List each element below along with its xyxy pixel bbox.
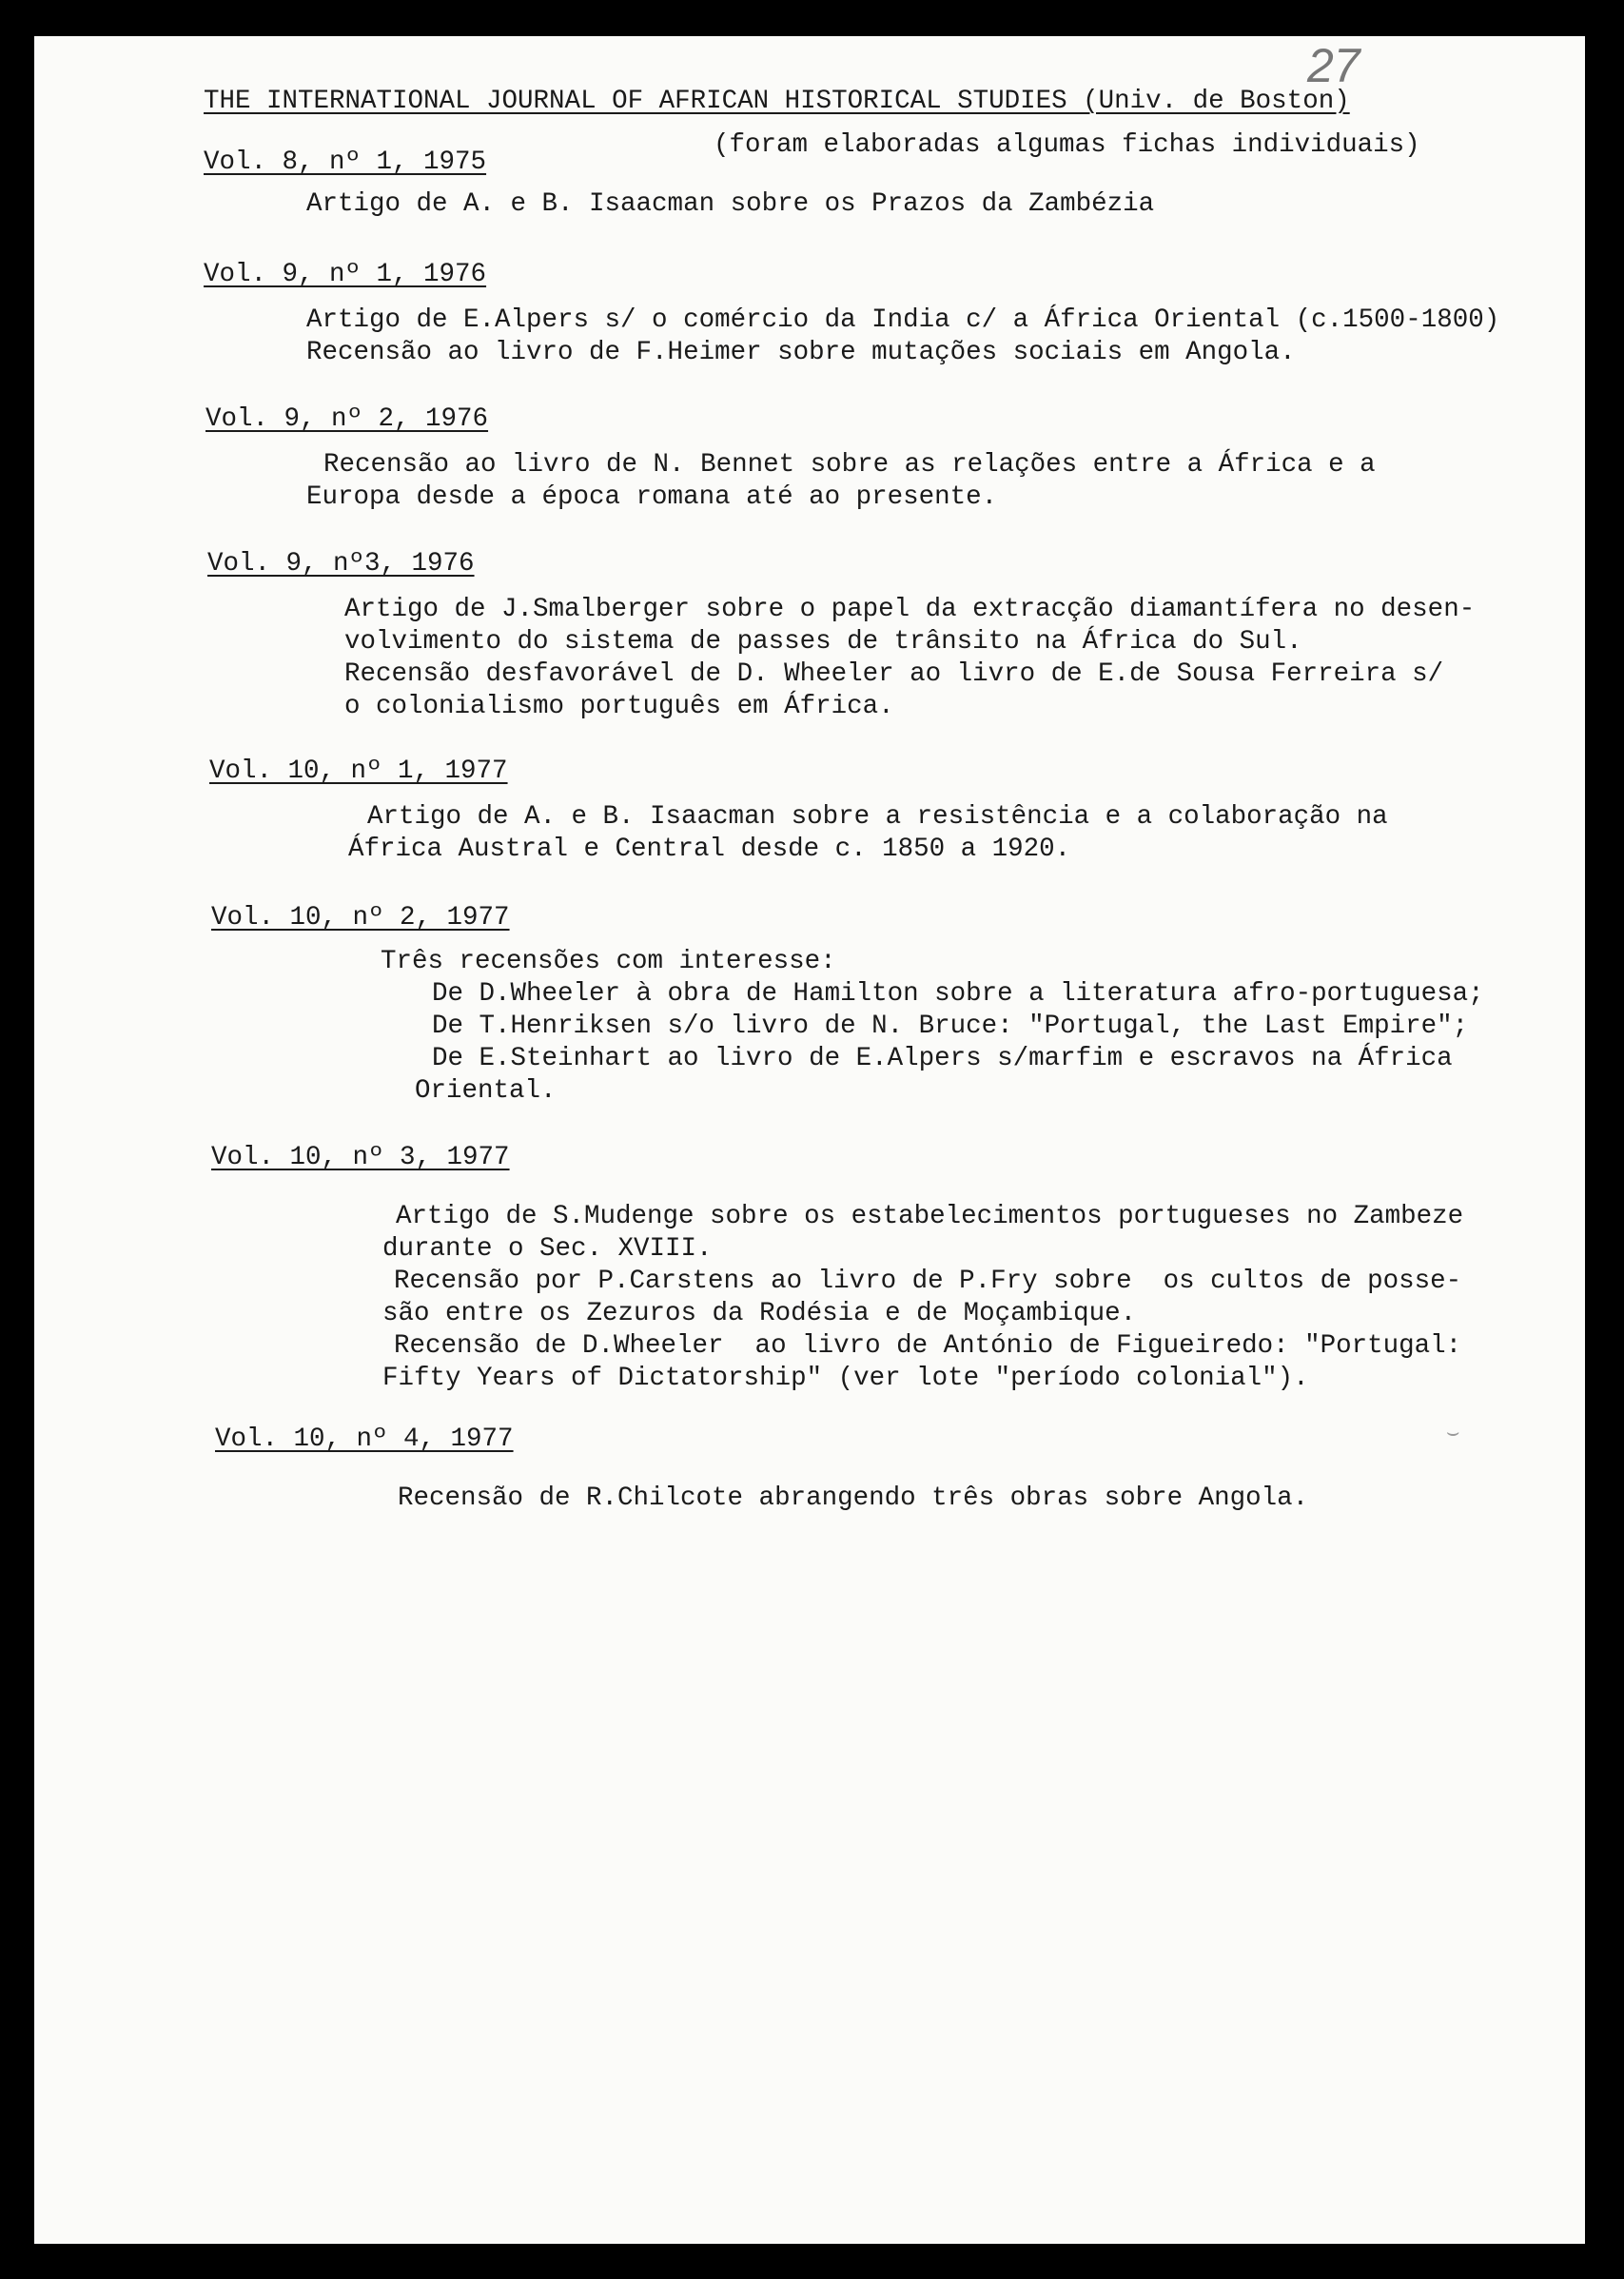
entry-line: Artigo de A. e B. Isaacman sobre a resistência e a colaboração na (367, 802, 1388, 832)
entry-line: Recensão desfavorável de D. Wheeler ao livro de E.de Sousa Ferreira s/ (344, 659, 1444, 689)
entry-line: o colonialismo português em África. (344, 692, 894, 721)
entry-line: África Austral e Central desde c. 1850 a 1920. (348, 835, 1071, 864)
entry-line: volvimento do sistema de passes de trânsito na África do Sul. (344, 627, 1302, 657)
volume-heading: Vol. 10, nº 2, 1977 (211, 903, 510, 933)
volume-heading: Vol. 10, nº 4, 1977 (215, 1424, 514, 1454)
entry-line: De D.Wheeler à obra de Hamilton sobre a literatura afro-portuguesa; (432, 979, 1484, 1009)
entry-line: De T.Henriksen s/o livro de N. Bruce: "Portugal, the Last Empire"; (432, 1012, 1469, 1041)
volume-heading: Vol. 8, nº 1, 1975 (204, 147, 487, 177)
entry-line: Oriental. (415, 1076, 557, 1106)
volume-heading: Vol. 9, nº 2, 1976 (205, 404, 489, 434)
volume-heading: Vol. 10, nº 1, 1977 (209, 756, 508, 786)
entry-line: Recensão de R.Chilcote abrangendo três obras sobre Angola. (398, 1483, 1309, 1513)
page-number: 27 (1307, 39, 1360, 92)
entry-line: Artigo de E.Alpers s/ o comércio da India c/ a África Oriental (c.1500-1800) (306, 305, 1500, 335)
entry-line: De E.Steinhart ao livro de E.Alpers s/marfim e escravos na África (432, 1044, 1453, 1073)
document-page (34, 36, 1585, 2244)
entry-line: Artigo de A. e B. Isaacman sobre os Prazos da Zambézia (306, 189, 1155, 219)
entry-line: são entre os Zezuros da Rodésia e de Moçambique. (382, 1299, 1137, 1328)
pencil-mark: ⌣ (1446, 1422, 1460, 1445)
entry-line: Recensão ao livro de N. Bennet sobre as relações entre a África e a (323, 450, 1376, 480)
volume-heading: Vol. 10, nº 3, 1977 (211, 1143, 510, 1172)
entry-line: Recensão ao livro de F.Heimer sobre mutações sociais em Angola. (306, 338, 1296, 367)
volume-heading: Vol. 9, nº 1, 1976 (204, 260, 487, 289)
entry-line: Europa desde a época romana até ao presente. (306, 482, 998, 512)
volume-heading: Vol. 9, nº3, 1976 (207, 549, 475, 579)
journal-title: THE INTERNATIONAL JOURNAL OF AFRICAN HISTORICAL STUDIES (Univ. de Boston) (204, 87, 1350, 116)
entry-line: Recensão por P.Carstens ao livro de P.Fry sobre os cultos de posse- (394, 1267, 1462, 1296)
entry-line: Fifty Years of Dictatorship" (ver lote "período colonial"). (382, 1364, 1309, 1393)
entry-line: Artigo de S.Mudenge sobre os estabelecimentos portugueses no Zambeze (396, 1202, 1464, 1231)
entry-line: Artigo de J.Smalberger sobre o papel da extracção diamantífera no desen- (344, 595, 1476, 624)
entry-line: durante o Sec. XVIII. (382, 1234, 713, 1264)
entry-line: Três recensões com interesse: (381, 947, 836, 976)
entry-line: Recensão de D.Wheeler ao livro de António de Figueiredo: "Portugal: (394, 1331, 1462, 1361)
volume-note: (foram elaboradas algumas fichas individuais) (714, 130, 1420, 160)
